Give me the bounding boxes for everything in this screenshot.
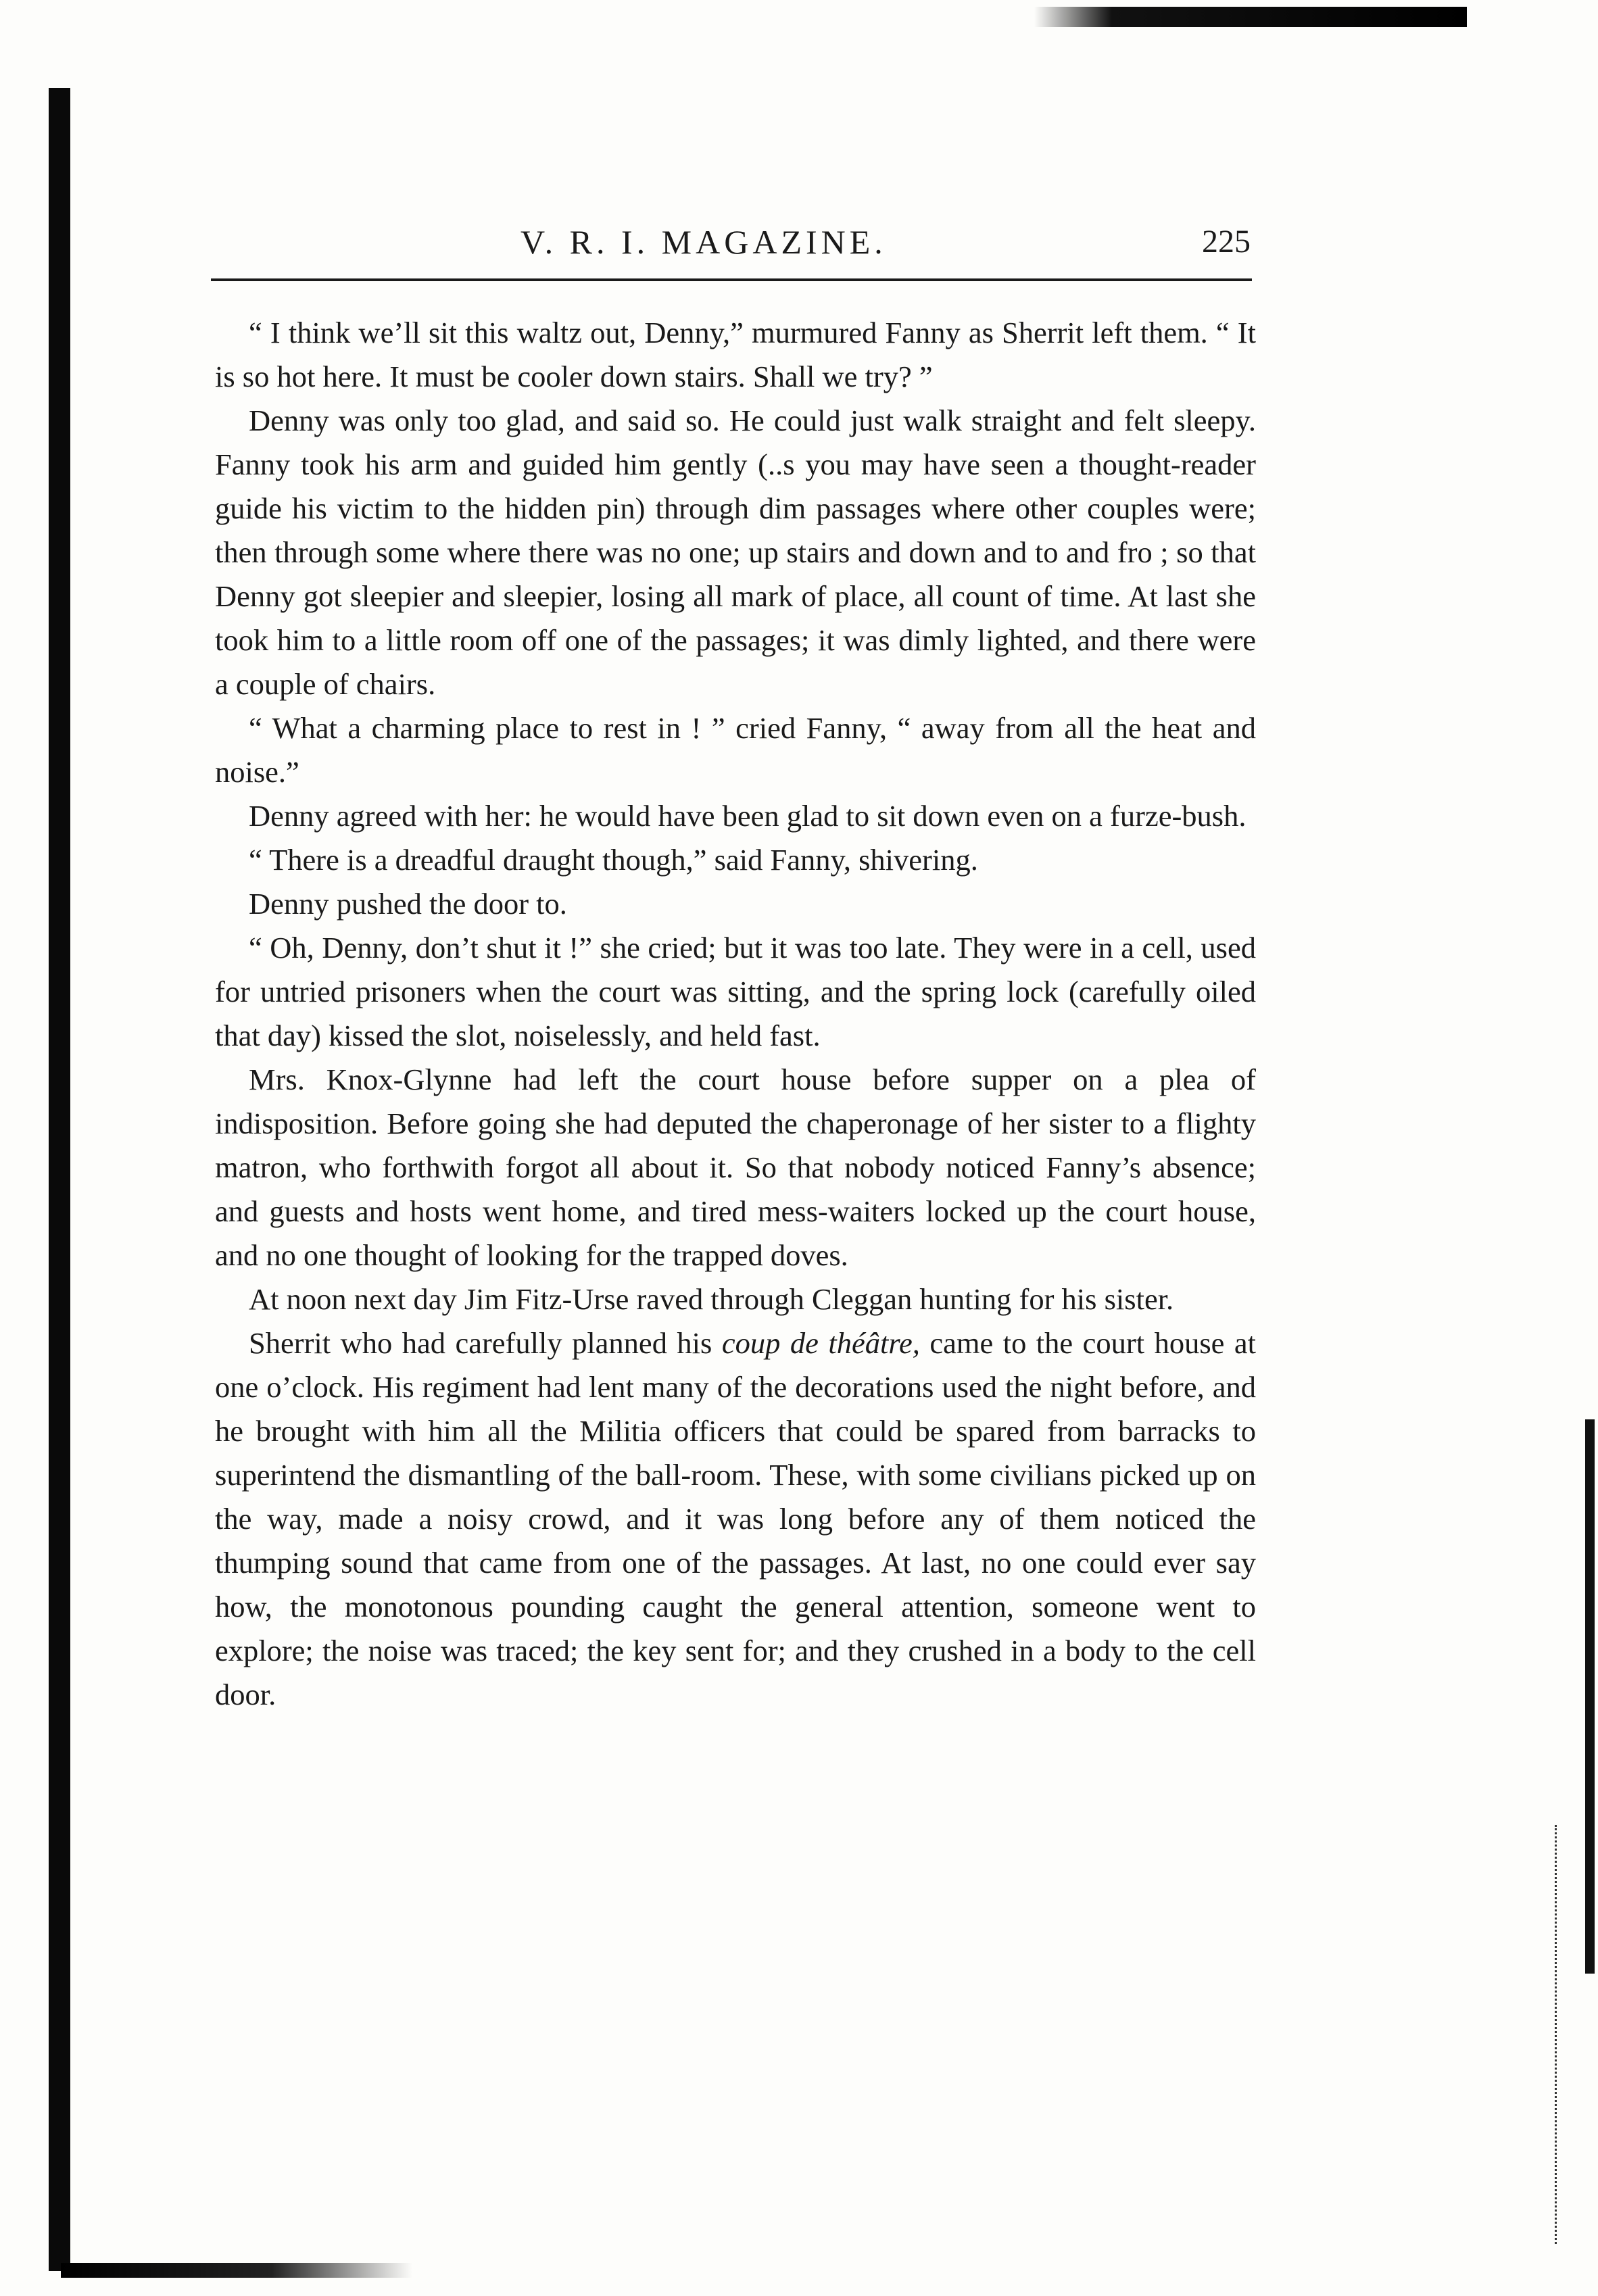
scan-noise-right	[1555, 1825, 1559, 2244]
paragraph: “ I think we’ll sit this waltz out, Denny,” murmured Fanny as Sherrit left them. “ It is so hot here. It must be cooler down stairs. Shall we try? ”	[215, 316, 1256, 393]
italic-phrase: coup de théâtre,	[721, 1326, 920, 1360]
page-number: 225	[1202, 224, 1251, 260]
paragraph: Denny agreed with her: he would have been glad to sit down even on a furze-bush.	[249, 799, 1246, 833]
paragraph: “ What a charming place to rest in ! ” cried Fanny, “ away from all the heat and noise.”	[215, 711, 1256, 789]
scan-edge-bottom	[61, 2263, 412, 2278]
scan-edge-right	[1585, 1419, 1595, 1974]
scan-edge-top	[1034, 7, 1467, 27]
paragraph: Denny pushed the door to.	[249, 887, 567, 921]
paragraph: “ There is a dreadful draught though,” said Fanny, shivering.	[249, 843, 978, 877]
running-title: V. R. I. MAGAZINE.	[520, 223, 887, 261]
paragraph-text: came to the court house at one o’clock. His regiment had lent many of the decorations used the night before, and he brought with him all the Militia officers that could be spared from barracks to superintend the dismantling of the ball-room. These, with some civilians picked up on the way, made a noisy crowd, and it was long before any of them noticed the thumping sound that came from one of the passages. At last, no one could ever say how, the monotonous pounding caught the general attention, someone went to explore; the noise was traced; the key sent for; and they crushed in a body to the cell door.	[215, 1326, 1256, 1711]
body-text	[215, 311, 1256, 1717]
paragraph: “ Oh, Denny, don’t shut it !” she cried; but it was too late. They were in a cell, used for untried prisoners when the court was sitting, and the spring lock (carefully oiled that day) kissed the slot, noiselessly, and held fast.	[215, 931, 1256, 1052]
paragraph: Denny was only too glad, and said so. He could just walk straight and felt sleepy. Fanny took his arm and guided him gently (..s you may have seen a thought-reader guide his victim to the hidden pin) through dim passages where other couples were; then through some where there was no one; up stairs and down and to and fro ; so that Denny got sleepier and sleepier, losing all mark of place, all count of time. At last she took him to a little room off one of the passages; it was dimly lighted, and there were a couple of chairs.	[215, 404, 1256, 701]
header-rule	[211, 278, 1252, 281]
paragraph-text: Sherrit who had carefully planned his	[249, 1326, 722, 1360]
scan-edge-left	[49, 88, 70, 2271]
paragraph	[215, 1321, 1256, 1717]
paragraph: At noon next day Jim Fitz-Urse raved through Cleggan hunting for his sister.	[249, 1282, 1174, 1316]
paragraph: Mrs. Knox-Glynne had left the court house before supper on a plea of indisposition. Before going she had deputed the chaperonage of her sister to a flighty matron, who forthwith forgot all about it. So that nobody noticed Fanny’s absence; and guests and hosts went home, and tired mess-waiters locked up the court house, and no one thought of looking for the trapped doves.	[215, 1062, 1256, 1272]
page-header	[216, 215, 1251, 269]
